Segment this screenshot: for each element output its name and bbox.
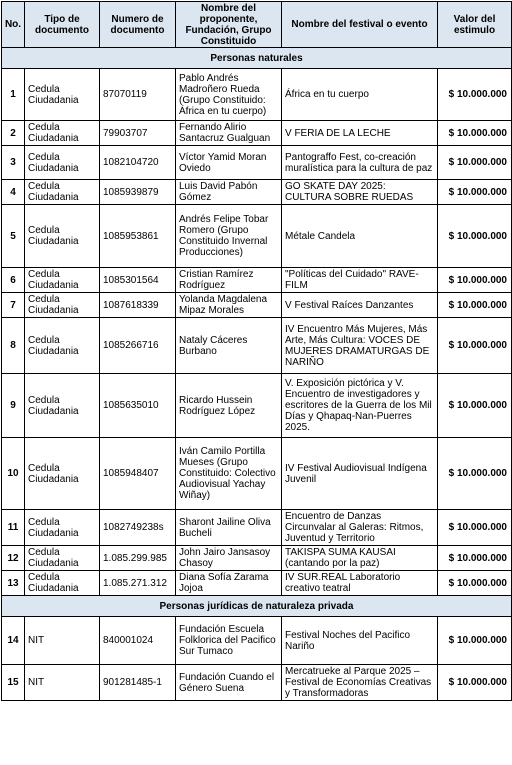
cell-numero-documento: 1085939879 (100, 180, 176, 205)
cell-nombre-proponente: Nataly Cáceres Burbano (176, 318, 282, 374)
cell-numero-documento: 1087618339 (100, 293, 176, 318)
header-tipo-documento: Tipo de documento (25, 2, 100, 48)
cell-valor-estimulo: $ 10.000.000 (438, 205, 512, 268)
cell-tipo-documento: Cedula Ciudadania (25, 146, 100, 180)
cell-no: 8 (2, 318, 25, 374)
cell-nombre-festival: Métale Candela (282, 205, 438, 268)
cell-tipo-documento: Cedula Ciudadania (25, 69, 100, 121)
section-row (2, 48, 512, 69)
cell-tipo-documento: NIT (25, 665, 100, 701)
cell-nombre-festival: Festival Noches del Pacifico Nariño (282, 617, 438, 665)
cell-no: 11 (2, 510, 25, 546)
cell-nombre-proponente: Iván Camilo Portilla Mueses (Grupo Constituido: Colectivo Audiovisual Yachay Wiñay) (176, 438, 282, 510)
cell-tipo-documento: Cedula Ciudadania (25, 438, 100, 510)
cell-valor-estimulo: $ 10.000.000 (438, 293, 512, 318)
cell-numero-documento: 1082749238s (100, 510, 176, 546)
cell-no: 2 (2, 121, 25, 146)
cell-nombre-proponente: Cristian Ramírez Rodríguez (176, 268, 282, 293)
cell-valor-estimulo: $ 10.000.000 (438, 121, 512, 146)
table-row (2, 546, 512, 571)
cell-valor-estimulo: $ 10.000.000 (438, 180, 512, 205)
cell-nombre-proponente: Andrés Felipe Tobar Romero (Grupo Constituido Invernal Producciones) (176, 205, 282, 268)
header-numero-documento: Numero de documento (100, 2, 176, 48)
cell-nombre-proponente: Fundación Cuando el Género Suena (176, 665, 282, 701)
cell-nombre-festival: IV SUR.REAL Laboratorio creativo teatral (282, 571, 438, 596)
cell-nombre-proponente: Ricardo Hussein Rodríguez López (176, 374, 282, 438)
cell-nombre-proponente: John Jairo Jansasoy Chasoy (176, 546, 282, 571)
cell-no: 13 (2, 571, 25, 596)
cell-tipo-documento: Cedula Ciudadania (25, 374, 100, 438)
cell-no: 9 (2, 374, 25, 438)
cell-tipo-documento: Cedula Ciudadania (25, 268, 100, 293)
cell-no: 1 (2, 69, 25, 121)
cell-nombre-proponente: Víctor Yamid Moran Oviedo (176, 146, 282, 180)
table-row (2, 665, 512, 701)
cell-tipo-documento: Cedula Ciudadania (25, 121, 100, 146)
cell-numero-documento: 1085266716 (100, 318, 176, 374)
table-row (2, 180, 512, 205)
cell-nombre-proponente: Fernando Alirio Santacruz Gualguan (176, 121, 282, 146)
table-row (2, 318, 512, 374)
cell-valor-estimulo: $ 10.000.000 (438, 374, 512, 438)
cell-valor-estimulo: $ 10.000.000 (438, 268, 512, 293)
cell-valor-estimulo: $ 10.000.000 (438, 665, 512, 701)
header-nombre-festival: Nombre del festival o evento (282, 2, 438, 48)
cell-numero-documento: 1.085.299.985 (100, 546, 176, 571)
cell-nombre-festival: "Políticas del Cuidado" RAVE-FILM (282, 268, 438, 293)
cell-nombre-proponente: Diana Sofía Zarama Jojoa (176, 571, 282, 596)
cell-no: 10 (2, 438, 25, 510)
table-row (2, 69, 512, 121)
table-row (2, 571, 512, 596)
cell-numero-documento: 1085953861 (100, 205, 176, 268)
table-row (2, 617, 512, 665)
cell-no: 4 (2, 180, 25, 205)
table-row (2, 205, 512, 268)
cell-valor-estimulo: $ 10.000.000 (438, 438, 512, 510)
cell-no: 5 (2, 205, 25, 268)
header-no: No. (2, 2, 25, 48)
table-row (2, 293, 512, 318)
cell-numero-documento: 1085301564 (100, 268, 176, 293)
table-row (2, 146, 512, 180)
cell-tipo-documento: Cedula Ciudadania (25, 546, 100, 571)
cell-nombre-festival: IV Encuentro Más Mujeres, Más Arte, Más Cultura: VOCES DE MUJERES DRAMATURGAS DE NARIÑO (282, 318, 438, 374)
cell-nombre-festival: IV Festival Audiovisual Indígena Juvenil (282, 438, 438, 510)
results-table (1, 1, 512, 701)
table-row (2, 438, 512, 510)
table-body (2, 48, 512, 701)
cell-nombre-proponente: Fundación Escuela Folklorica del Pacifico Sur Tumaco (176, 617, 282, 665)
cell-valor-estimulo: $ 10.000.000 (438, 617, 512, 665)
section-row (2, 596, 512, 617)
cell-nombre-proponente: Sharont Jailine Oliva Bucheli (176, 510, 282, 546)
cell-valor-estimulo: $ 10.000.000 (438, 69, 512, 121)
table-row (2, 268, 512, 293)
section-title: Personas jurídicas de naturaleza privada (2, 596, 512, 617)
table-row (2, 510, 512, 546)
cell-nombre-festival: V Festival Raíces Danzantes (282, 293, 438, 318)
cell-nombre-festival: TAKISPA SUMA KAUSAI (cantando por la paz) (282, 546, 438, 571)
cell-nombre-proponente: Luis David Pabón Gómez (176, 180, 282, 205)
table-row (2, 374, 512, 438)
cell-nombre-festival: Mercatrueke al Parque 2025 – Festival de Economías Creativas y Transformadoras (282, 665, 438, 701)
cell-no: 14 (2, 617, 25, 665)
cell-no: 12 (2, 546, 25, 571)
cell-tipo-documento: Cedula Ciudadania (25, 318, 100, 374)
cell-nombre-proponente: Pablo Andrés Madroñero Rueda (Grupo Constituido: África en tu cuerpo) (176, 69, 282, 121)
cell-tipo-documento: Cedula Ciudadania (25, 571, 100, 596)
header-valor-estimulo: Valor del estimulo (438, 2, 512, 48)
cell-nombre-festival: Encuentro de Danzas Circunvalar al Galeras: Ritmos, Juventud y Territorio (282, 510, 438, 546)
cell-valor-estimulo: $ 10.000.000 (438, 146, 512, 180)
cell-tipo-documento: Cedula Ciudadania (25, 180, 100, 205)
cell-nombre-proponente: Yolanda Magdalena Mipaz Morales (176, 293, 282, 318)
header-row (2, 2, 512, 48)
section-title: Personas naturales (2, 48, 512, 69)
cell-no: 7 (2, 293, 25, 318)
cell-nombre-festival: África en tu cuerpo (282, 69, 438, 121)
cell-numero-documento: 87070119 (100, 69, 176, 121)
cell-nombre-festival: GO SKATE DAY 2025: CULTURA SOBRE RUEDAS (282, 180, 438, 205)
cell-nombre-festival: V. Exposición pictórica y V. Encuentro de investigadores y escritores de la Guerra de los Mil Días y Qhapaq-Nan-Puerres 2025. (282, 374, 438, 438)
cell-nombre-festival: V FERIA DE LA LECHE (282, 121, 438, 146)
cell-tipo-documento: Cedula Ciudadania (25, 205, 100, 268)
cell-numero-documento: 1082104720 (100, 146, 176, 180)
cell-numero-documento: 1.085.271.312 (100, 571, 176, 596)
cell-no: 3 (2, 146, 25, 180)
cell-numero-documento: 79903707 (100, 121, 176, 146)
table-row (2, 121, 512, 146)
cell-valor-estimulo: $ 10.000.000 (438, 510, 512, 546)
cell-valor-estimulo: $ 10.000.000 (438, 318, 512, 374)
cell-valor-estimulo: $ 10.000.000 (438, 571, 512, 596)
cell-nombre-festival: Pantograffo Fest, co-creación muralística para la cultura de paz (282, 146, 438, 180)
cell-tipo-documento: Cedula Ciudadania (25, 510, 100, 546)
cell-tipo-documento: NIT (25, 617, 100, 665)
header-nombre-proponente: Nombre del proponente, Fundación, Grupo Constituido (176, 2, 282, 48)
cell-numero-documento: 901281485-1 (100, 665, 176, 701)
cell-valor-estimulo: $ 10.000.000 (438, 546, 512, 571)
cell-numero-documento: 1085948407 (100, 438, 176, 510)
cell-tipo-documento: Cedula Ciudadania (25, 293, 100, 318)
cell-numero-documento: 840001024 (100, 617, 176, 665)
cell-no: 15 (2, 665, 25, 701)
cell-no: 6 (2, 268, 25, 293)
cell-numero-documento: 1085635010 (100, 374, 176, 438)
